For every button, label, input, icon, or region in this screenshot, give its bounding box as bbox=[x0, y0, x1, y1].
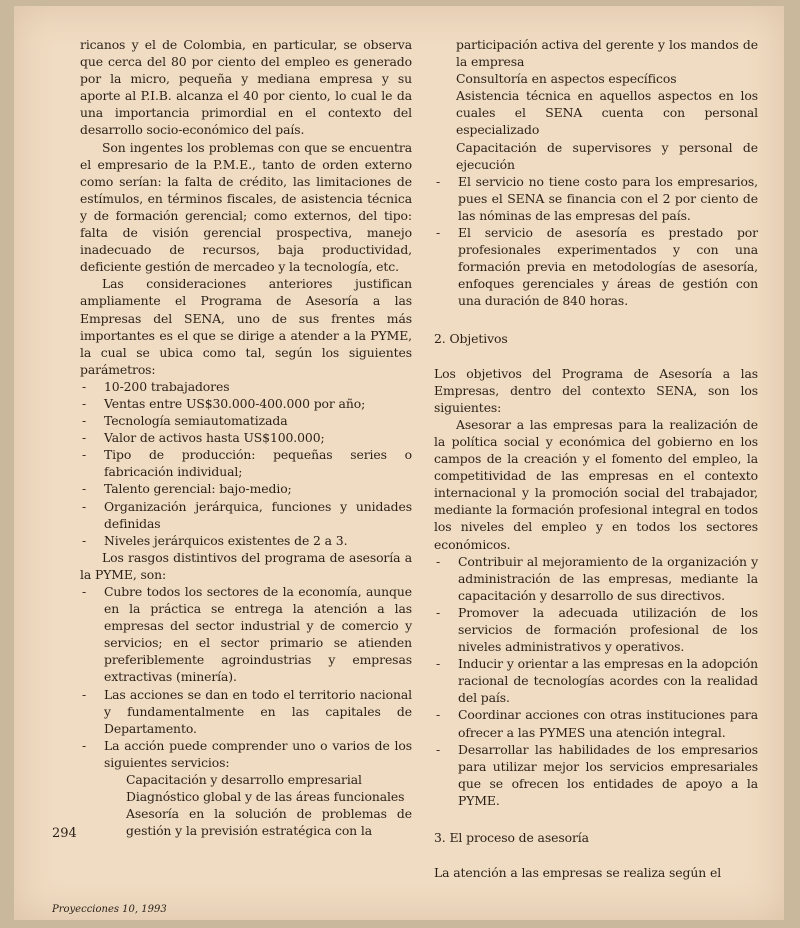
list-item: - Promover la adecuada utilización de los servicios de formación profesional de los niveles administrativos y operativos. bbox=[436, 604, 758, 655]
list-item: Diagnóstico global y de las áreas funcionales bbox=[126, 789, 405, 805]
right-column bbox=[434, 36, 758, 881]
list-item: - Tecnología semiautomatizada bbox=[82, 413, 288, 429]
parameters-list bbox=[80, 378, 412, 549]
list-item: - Desarrollar las habilidades de los empresarios para utilizar mejor los servicios empresariales que se ofrecen los entidades de apoyo a la PYME. bbox=[436, 741, 758, 808]
paragraph: La atención a las empresas se realiza según el bbox=[434, 865, 722, 881]
list-item: Asesoría en la solución de problemas de gestión y la previsión estratégica con la bbox=[126, 806, 412, 839]
list-item: - El servicio de asesoría es prestado por profesionales experimentados y con una formación previa en metodologías de asesoría, enfoques gerenciales y áreas de gestión con una duración de 840 horas. bbox=[436, 225, 758, 309]
list-item: - Talento gerencial: bajo-medio; bbox=[82, 481, 292, 497]
section-heading: 3. El proceso de asesoría bbox=[434, 830, 589, 846]
paragraph: ricanos y el de Colombia, en particular, se observa que cerca del 80 por ciento del empleo es generado por la micro, pequeña y mediana empresa y su aporte al P.I.B. alcanza el 40 por ciento, lo cual le da una importancia primordial en el contexto del desarrollo socio-económico del país. bbox=[80, 37, 412, 138]
list-item: Consultoría en aspectos específicos bbox=[456, 71, 677, 87]
list-item: Capacitación de supervisores y personal de ejecución bbox=[456, 139, 758, 172]
paragraph: Las consideraciones anteriores justifican ampliamente el Programa de Asesoría a las Empresas del SENA, uno de sus frentes más importantes es el que se dirige a atender a la PYME, la cual se ubica como tal, según los siguientes parámetros: bbox=[80, 276, 412, 377]
objectives-list bbox=[434, 553, 758, 809]
list-item: - Tipo de producción: pequeñas series o fabricación individual; bbox=[82, 447, 412, 480]
list-item: participación activa del gerente y los mandos de la empresa bbox=[456, 37, 758, 70]
paragraph: Los objetivos del Programa de Asesoría a las Empresas, dentro del contexto SENA, son los siguientes: bbox=[434, 365, 758, 415]
list-item: - Ventas entre US$30.000-400.000 por año; bbox=[82, 395, 366, 411]
paragraph: Son ingentes los problemas con que se encuentra el empresario de la P.M.E., tanto de orden externo como serían: la falta de crédito, las limitaciones de estímulos, en términos fiscales, de asistencia técnica y de formación gerencial; como externos, del tipo: falta de visión gerencial prospectiva, manejo inadecuado de recursos, baja productividad, deficiente gestión de mercadeo y la tecnología, etc. bbox=[80, 139, 412, 275]
services-list-continued bbox=[434, 36, 758, 173]
page-footer: Proyecciones 10, 1993 bbox=[52, 904, 167, 915]
list-item: - Inducir y orientar a las empresas en la adopción racional de tecnologías acordes con la realidad del país. bbox=[436, 656, 758, 706]
list-item: - Las acciones se dan en todo el territorio nacional y fundamentalmente en las capitales de Departamento. bbox=[82, 686, 412, 736]
list-item: - Contribuir al mejoramiento de la organización y administración de las empresas, mediante la capacitación y desarrollo de sus directivos. bbox=[436, 553, 758, 603]
list-item: - Coordinar acciones con otras instituciones para ofrecer a las PYMES una atención integral. bbox=[436, 707, 758, 740]
paragraph: Los rasgos distintivos del programa de asesoría a la PYME, son: bbox=[80, 549, 412, 582]
list-item: - Niveles jerárquicos existentes de 2 a 3. bbox=[82, 532, 348, 548]
list-item: - Valor de activos hasta US$100.000; bbox=[82, 430, 325, 446]
list-item: - La acción puede comprender uno o varios de los siguientes servicios: bbox=[82, 737, 412, 770]
list-item: - Organización jerárquica, funciones y unidades definidas bbox=[82, 498, 412, 531]
list-item: Asistencia técnica en aquellos aspectos en los cuales el SENA cuenta con personal especializado bbox=[456, 88, 758, 138]
features-list-continued bbox=[434, 173, 758, 310]
left-column bbox=[80, 36, 412, 839]
list-item: - El servicio no tiene costo para los empresarios, pues el SENA se financia con el 2 por ciento de las nóminas de las empresas del país. bbox=[436, 173, 758, 223]
list-item: Capacitación y desarrollo empresarial bbox=[126, 772, 362, 788]
document-page bbox=[14, 6, 784, 920]
paragraph: Asesorar a las empresas para la realización de la política social y económica del gobierno en los campos de la creación y el fomento del empleo, la competitividad de las empresas en el contexto internacional y la promoción social del trabajador, mediante la formación profesional integral en todos los niveles del empleo y en todos los sectores económicos. bbox=[434, 416, 758, 552]
list-item: - Cubre todos los sectores de la economía, aunque en la práctica se entrega la atención a las empresas del sector industrial y de comercio y servicios; en el sector primario se atienden preferiblemente agroindustrias y empresas extractivas (minería). bbox=[82, 584, 412, 685]
services-list bbox=[80, 771, 412, 839]
page-number: 294 bbox=[52, 826, 77, 841]
list-item: - 10-200 trabajadores bbox=[82, 378, 230, 394]
section-heading: 2. Objetivos bbox=[434, 330, 508, 346]
features-list bbox=[80, 583, 412, 771]
